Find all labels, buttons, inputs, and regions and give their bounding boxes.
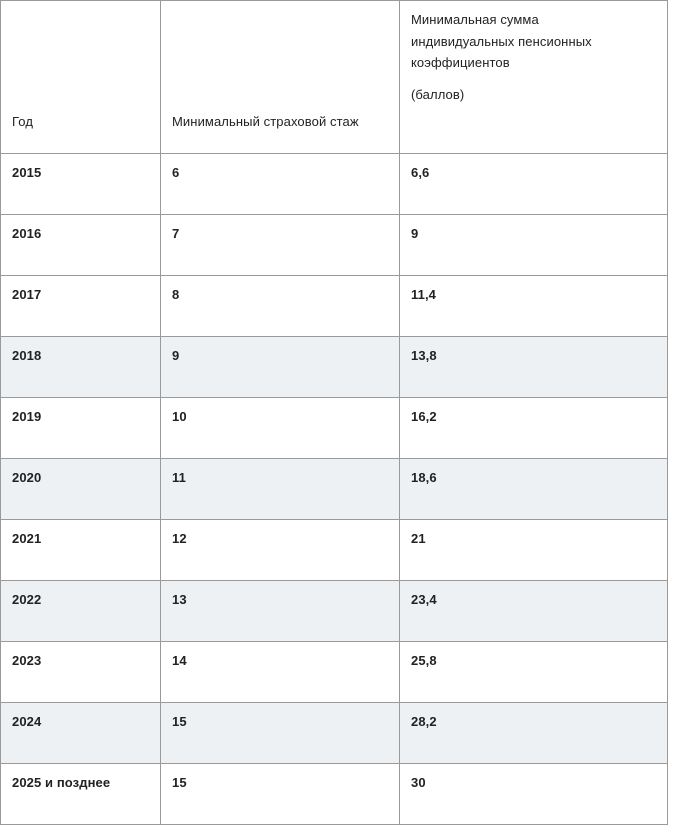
- cell-points: 23,4: [400, 581, 668, 642]
- cell-points: 18,6: [400, 459, 668, 520]
- cell-points: 25,8: [400, 642, 668, 703]
- cell-year: 2016: [1, 215, 161, 276]
- cell-experience: 15: [161, 764, 400, 825]
- cell-year: 2023: [1, 642, 161, 703]
- cell-year: 2022: [1, 581, 161, 642]
- cell-points: 9: [400, 215, 668, 276]
- cell-experience: 12: [161, 520, 400, 581]
- header-points-line-3: коэффициентов: [411, 55, 510, 70]
- cell-points: 13,8: [400, 337, 668, 398]
- cell-year: 2018: [1, 337, 161, 398]
- cell-points: 30: [400, 764, 668, 825]
- table-row: [1, 459, 668, 520]
- table-row: [1, 154, 668, 215]
- header-points-line-2: индивидуальных пенсионных: [411, 33, 592, 49]
- cell-year: 2021: [1, 520, 161, 581]
- table-body: [1, 154, 668, 825]
- table-row: [1, 703, 668, 764]
- cell-experience: 8: [161, 276, 400, 337]
- header-points-line-1: Минимальная сумма: [411, 12, 539, 27]
- cell-points: 28,2: [400, 703, 668, 764]
- cell-year: 2017: [1, 276, 161, 337]
- cell-points: 21: [400, 520, 668, 581]
- header-points: [400, 1, 668, 154]
- cell-year: 2015: [1, 154, 161, 215]
- cell-experience: 14: [161, 642, 400, 703]
- table-row: [1, 642, 668, 703]
- cell-experience: 9: [161, 337, 400, 398]
- cell-experience: 11: [161, 459, 400, 520]
- table-row: [1, 581, 668, 642]
- cell-experience: 13: [161, 581, 400, 642]
- cell-year: 2025 и позднее: [1, 764, 161, 825]
- cell-year: 2020: [1, 459, 161, 520]
- cell-points: 16,2: [400, 398, 668, 459]
- cell-year: 2019: [1, 398, 161, 459]
- header-points-line-4: (баллов): [411, 86, 465, 102]
- cell-experience: 10: [161, 398, 400, 459]
- table-header-row: [1, 1, 668, 154]
- cell-year: 2024: [1, 703, 161, 764]
- table-row: [1, 764, 668, 825]
- cell-points: 11,4: [400, 276, 668, 337]
- table-row: [1, 398, 668, 459]
- table-row: [1, 276, 668, 337]
- cell-experience: 7: [161, 215, 400, 276]
- cell-experience: 6: [161, 154, 400, 215]
- header-experience: Минимальный страховой стаж: [161, 1, 400, 154]
- table-row: [1, 520, 668, 581]
- table-row: [1, 337, 668, 398]
- header-year: Год: [1, 1, 161, 154]
- cell-experience: 15: [161, 703, 400, 764]
- table-row: [1, 215, 668, 276]
- cell-points: 6,6: [400, 154, 668, 215]
